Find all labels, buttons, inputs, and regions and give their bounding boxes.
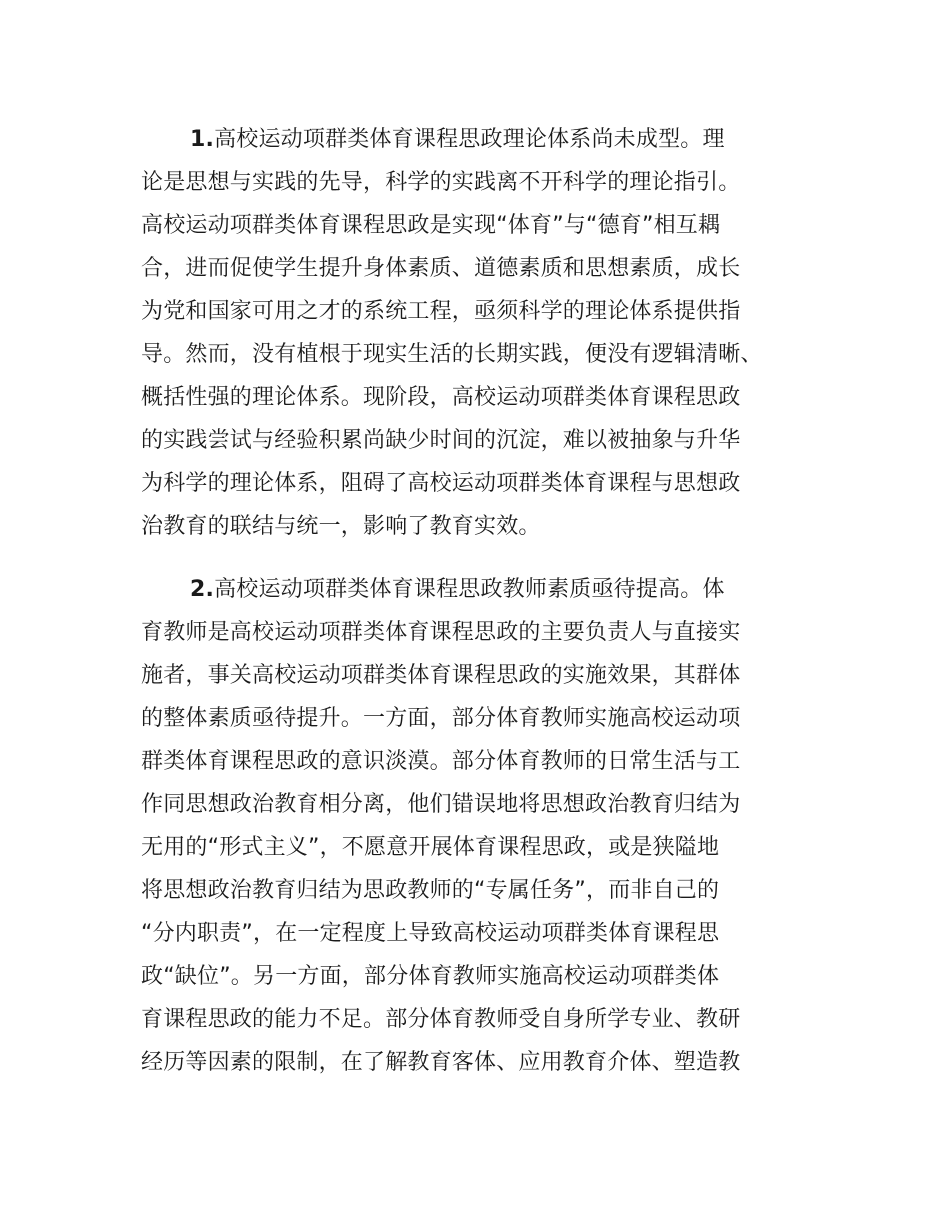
- paragraph-2-line-12: 经历等因素的限制，在了解教育客体、应用教育介体、塑造教: [141, 1050, 741, 1075]
- paragraph-1-text: 高校运动项群类体育课程思政理论体系尚未成型。理: [214, 127, 725, 152]
- paragraph-1-line-3: 高校运动项群类体育课程思政是实现“体育”与“德育”相互耦: [141, 213, 721, 238]
- paragraph-1-line-1: [190, 126, 725, 154]
- paragraph-1-number: 1.: [190, 127, 215, 152]
- paragraph-1-line-2: 论是思想与实践的先导，科学的实践离不开科学的理论指引。: [141, 170, 741, 195]
- paragraph-1-line-4: 合，进而促使学生提升身体素质、道德素质和思想素质，成长: [141, 256, 741, 281]
- paragraph-2-line-5: 群类体育课程思政的意识淡漠。部分体育教师的日常生活与工: [141, 749, 741, 774]
- paragraph-2-line-1: [190, 576, 725, 604]
- paragraph-2-line-3: 施者，事关高校运动项群类体育课程思政的实施效果，其群体: [141, 663, 741, 688]
- paragraph-1-line-9: 为科学的理论体系，阻碍了高校运动项群类体育课程与思想政: [141, 471, 741, 496]
- paragraph-2-number: 2.: [190, 577, 215, 602]
- paragraph-2-line-2: 育教师是高校运动项群类体育课程思政的主要负责人与直接实: [141, 620, 741, 645]
- paragraph-1-line-7: 概括性强的理论体系。现阶段，高校运动项群类体育课程思政: [141, 385, 741, 410]
- paragraph-2-line-11: 育课程思政的能力不足。部分体育教师受自身所学专业、教研: [141, 1007, 741, 1032]
- paragraph-2-text: 高校运动项群类体育课程思政教师素质亟待提高。体: [214, 577, 725, 602]
- paragraph-2-line-8: 将思想政治教育归结为思政教师的“专属任务”，而非自己的: [141, 878, 720, 903]
- paragraph-2-line-10: 政“缺位”。另一方面，部分体育教师实施高校运动项群类体: [141, 964, 720, 989]
- paragraph-1-line-8: 的实践尝试与经验积累尚缺少时间的沉淀，难以被抽象与升华: [141, 428, 741, 453]
- paragraph-2-line-7: 无用的“形式主义”，不愿意开展体育课程思政，或是狭隘地: [141, 835, 720, 860]
- paragraph-1-line-5: 为党和国家可用之才的系统工程，亟须科学的理论体系提供指: [141, 299, 741, 324]
- paragraph-1-line-10: 治教育的联结与统一，影响了教育实效。: [141, 514, 541, 539]
- paragraph-2-line-6: 作同思想政治教育相分离，他们错误地将思想政治教育归结为: [141, 792, 741, 817]
- paragraph-2-line-4: 的整体素质亟待提升。一方面，部分体育教师实施高校运动项: [141, 706, 741, 731]
- paragraph-1-line-6: 导。然而，没有植根于现实生活的长期实践，便没有逻辑清晰、: [141, 342, 763, 367]
- paragraph-2-line-9: “分内职责”，在一定程度上导致高校运动项群类体育课程思: [141, 921, 720, 946]
